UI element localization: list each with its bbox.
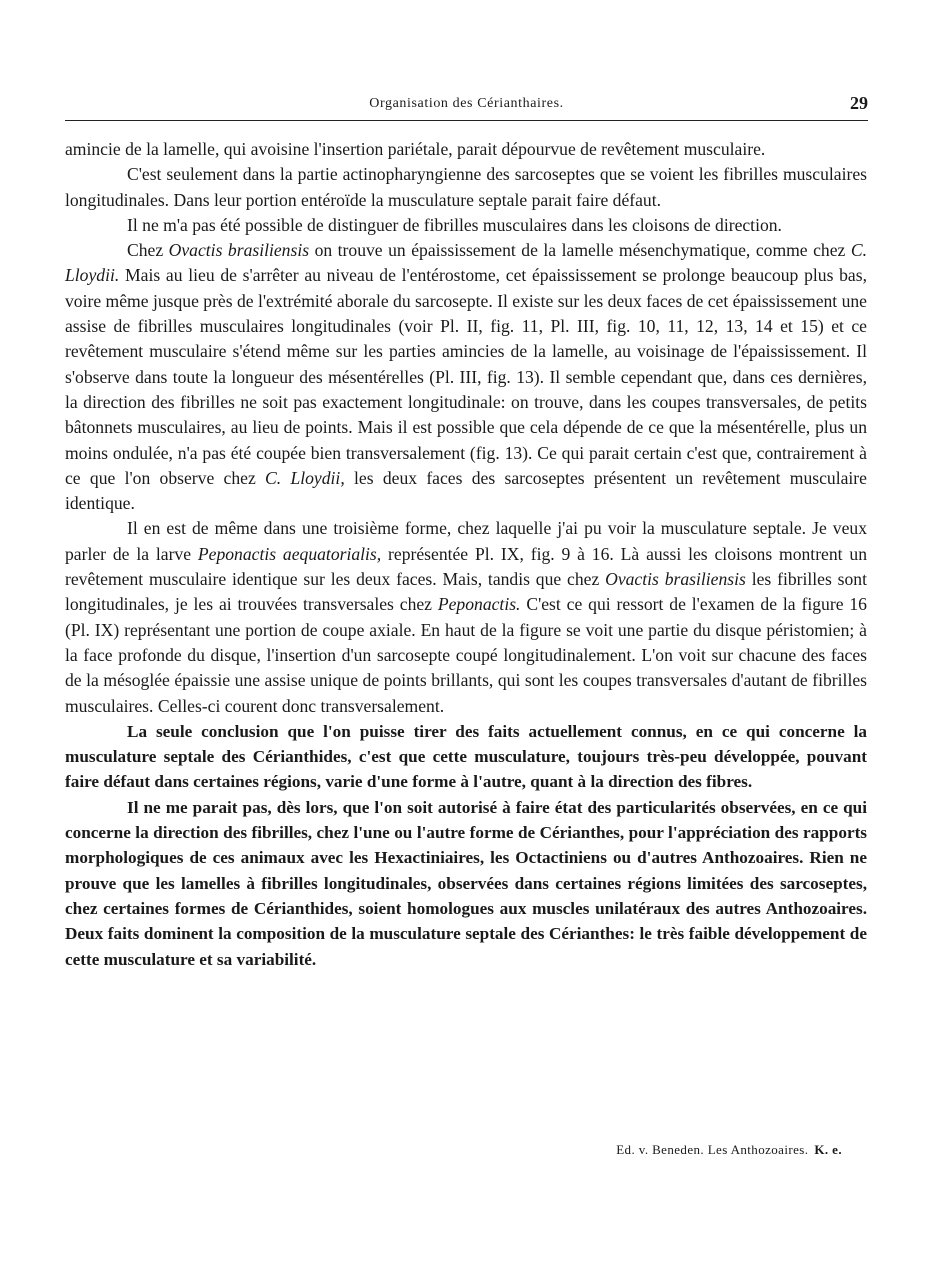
text-run: représentée Pl. IX, fig. 9 à 16. Là aussi les cloisons montrent un revêtement musculaire identique sur les deux faces. Mais, tandis que chez [65,543,867,590]
italic-term: C. Lloydii, [265,467,345,488]
running-header [65,93,868,121]
text-run: Il ne me parait pas, dès lors, que l'on soit autorisé à faire état des particularités observées, en ce qui concerne la direction des fibrilles, chez l'une ou l'autre forme de Cérianthes, pour l'appréciation des rapports morphologiques de ces animaux avec les Hexactiniaires, les Octactiniens ou d'autres Anthozoaires. Rien ne prouve que les lamelles à fibrilles longitudinales, observées dans certaines régions limitées des sarcoseptes, chez certaines formes de Cérianthides, soient homologues aux muscles unilatéraux des autres Anthozoaires. Deux faits dominent la composition de la musculature septale des Cérianthes: le très faible développement de cette musculature et sa variabilité. [65,797,867,969]
italic-term: C. Lloydii. [65,240,867,286]
text-run: C'est seulement dans la partie actinopharyngienne des sarcoseptes que se voient les fibrilles musculaires longitudinales. Dans leur portion entéroïde la musculature septale parait faire défaut. [65,164,867,210]
paragraph [65,795,867,972]
italic-term: Peponactis. [437,594,521,615]
text-run: Il ne m'a pas été possible de distinguer de fibrilles musculaires dans les cloisons de direction. [127,214,782,235]
text-run: Il en est de même dans une troisième forme, chez laquelle j'ai pu voir la musculature septale. Je veux parler de la larve [65,518,867,564]
text-run: amincie de la lamelle, qui avoisine l'insertion pariétale, parait dépourvue de revêtement musculaire. [65,139,766,159]
text-run: Mais au lieu de s'arrêter au niveau de l'entérostome, cet épaississement se prolonge beaucoup plus bas, voire même jusque près de l'extrémité aborale du sarcosepte. Il existe sur les deux faces de cet épaississement une assise de fibrilles musculaires longitudinales (voir Pl. II, fig. 11, Pl. III, fig. 10, 11, 12, 13, 14 et 15) et ce revêtement musculaire s'étend même sur les parties amincies de la lamelle, au voisinage de l'épaississement. Il s'observe dans toute la longueur des mésentérelles (Pl. III, fig. 13). Il semble cependant que, dans ces dernières, la direction des fibrilles ne soit pas exactement longitudinale: on trouve, dans les coupes transversales, de petits bâtonnets musculaires, au lieu de points. Mais il est possible que cela dépende de ce que la mésentérelle, plus un moins ondulée, n'a pas été coupée bien transversalement (fig. 13). Ce qui parait certain c'est que, contrairement à ce que l'on observe chez [65,265,867,488]
text-run: Chez [127,240,169,261]
italic-term: Peponactis aequatorialis, [197,543,382,564]
text-run: les fibrilles sont longitudinales, je les ai trouvées transversales chez [65,569,867,615]
page-number: 29 [850,93,868,113]
running-title: Organisation des Cérianthaires. [369,96,564,111]
text-run: on trouve un épaississement de la lamelle mésenchymatique, comme chez [309,240,851,261]
italic-term: Ovactis brasiliensis [168,240,310,261]
paragraph [65,137,867,162]
sheet-mark: K. e. [814,1142,842,1157]
signature-text: Ed. v. Beneden. Les Anthozoaires. [616,1142,809,1157]
paragraph [65,516,867,718]
text-run: La seule conclusion que l'on puisse tirer des faits actuellement connus, en ce qui concerne la musculature septale des Cérianthides, c'est que cette musculature, toujours très-peu développée, pouvant faire défaut dans certaines régions, varie d'une forme à l'autre, quant à la direction des fibres. [65,721,867,792]
italic-term: Ovactis brasiliensis [605,569,746,590]
paragraph [65,238,867,516]
text-run: les deux faces des sarcoseptes présentent un revêtement musculaire identique. [65,467,867,514]
body-text [65,137,867,972]
paragraph [65,162,867,213]
footer-signature [616,1142,842,1158]
paragraph [65,719,867,795]
text-run: C'est ce qui ressort de l'examen de la figure 16 (Pl. IX) représentant une portion de coupe axiale. En haut de la figure se voit une partie du disque péristomien; à la face profonde du disque, l'insertion d'un sarcosepte coupé longitudinalement. L'on voit sur chacune des faces de la mésoglée épaissie une assise unique de points brillants, qui sont les coupes transversales d'autant de fibrilles musculaires. Celles-ci courent donc transversalement. [65,594,867,716]
paragraph [65,213,867,238]
